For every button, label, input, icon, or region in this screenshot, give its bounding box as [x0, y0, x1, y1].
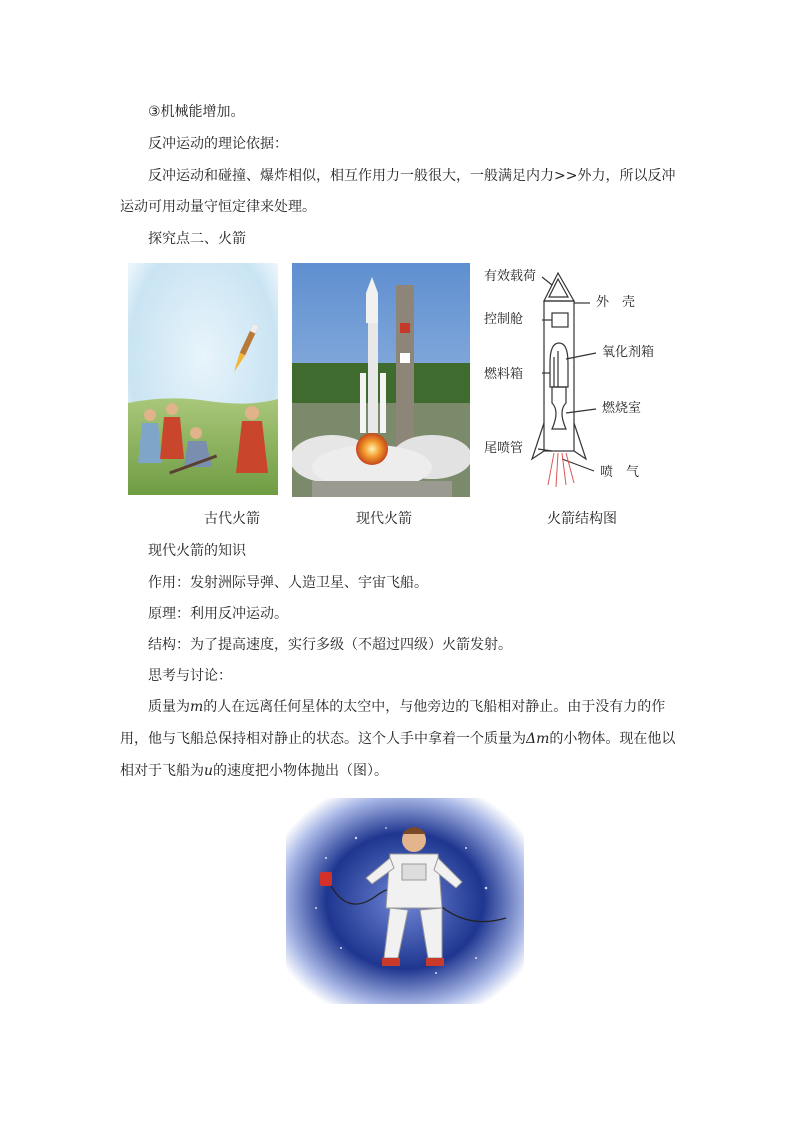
paragraph-problem-line-2 [120, 729, 675, 749]
paragraph-3-line-1: 反冲运动和碰撞、爆炸相似，相互作用力一般很大，一般满足内力>>外力，所以反冲 [148, 168, 676, 184]
label-payload: 有效载荷 [484, 269, 537, 284]
section-heading: 探究点二、火箭 [148, 231, 246, 247]
text-segment: 的速度把小物体抛出（图）。 [213, 763, 389, 779]
paragraph-function: 作用：发射洲际导弹、人造卫星、宇宙飞船。 [148, 575, 428, 591]
caption-ancient-rocket: 古代火箭 [204, 511, 260, 527]
text-segment: 相对于飞船为 [120, 763, 204, 779]
variable-u: u [204, 763, 214, 779]
paragraph-1: ③机械能增加。 [148, 104, 245, 120]
label-oxidizer-tank: 氧化剂箱 [602, 345, 655, 360]
label-control-cabin: 控制舱 [484, 312, 524, 327]
variable-m: m [190, 699, 204, 715]
text-segment: 用，他与飞船总保持相对静止的状态。这个人手中拿着一个质量为 [120, 731, 526, 747]
label-fuel-tank: 燃料箱 [484, 367, 524, 382]
label-nozzle: 尾喷管 [484, 441, 524, 456]
caption-rocket-structure: 火箭结构图 [547, 511, 617, 527]
paragraph-3-line-2: 运动可用动量守恒定律来处理。 [120, 199, 316, 215]
paragraph-structure: 结构：为了提高速度，实行多级（不超过四级）火箭发射。 [148, 637, 512, 653]
modern-rocket-image [292, 263, 470, 497]
variable-delta-m: Δm [526, 731, 550, 747]
label-shell: 外 壳 [596, 295, 636, 310]
rocket-structure-diagram [478, 263, 688, 501]
caption-modern-rocket: 现代火箭 [356, 511, 412, 527]
paragraph-2: 反冲运动的理论依据： [148, 136, 288, 152]
paragraph-problem-line-1 [148, 697, 665, 717]
astronaut-image [286, 798, 524, 1004]
ancient-rocket-image [128, 263, 278, 495]
text-segment: 的人在远离任何星体的太空中，与他旁边的飞船相对静止。由于没有力的作 [203, 699, 666, 715]
text-segment: 质量为 [148, 699, 190, 715]
label-combustion-chamber: 燃烧室 [602, 401, 642, 416]
paragraph-modern-rocket: 现代火箭的知识 [148, 543, 246, 559]
paragraph-discussion-heading: 思考与讨论： [148, 668, 232, 684]
label-exhaust: 喷 气 [600, 465, 640, 480]
text-segment: 的小物体。现在他以 [549, 731, 676, 747]
paragraph-principle: 原理：利用反冲运动。 [148, 606, 288, 622]
paragraph-problem-line-3 [120, 761, 388, 781]
